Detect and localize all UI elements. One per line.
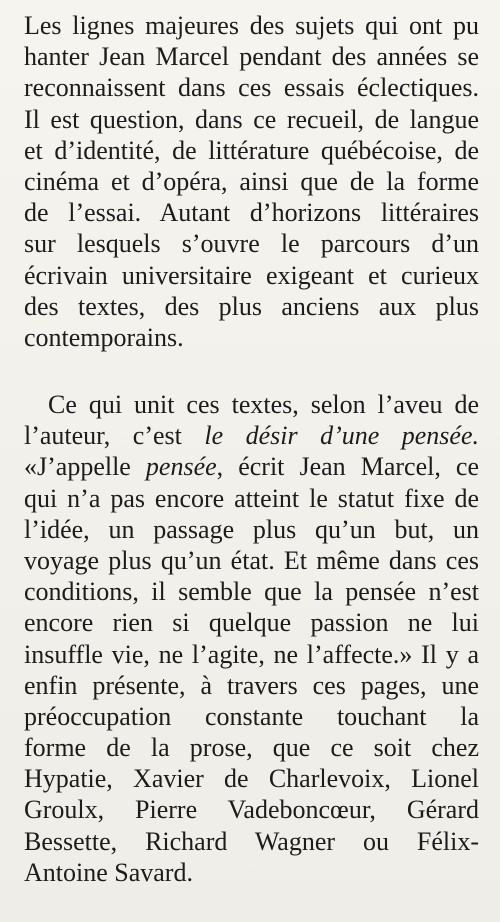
text-line: reconnaissent dans ces essais éclectiques. bbox=[24, 73, 479, 103]
text-run: , écrit Jean Marcel, ce bbox=[216, 452, 479, 482]
text-line: enfin présente, à travers ces pages, une bbox=[24, 670, 479, 700]
text-line bbox=[24, 451, 479, 482]
text-line: conditions, il semble que la pensée n’est bbox=[24, 577, 479, 607]
italic-phrase: le désir d’une pensée. bbox=[204, 421, 480, 451]
text-line: Antoine Savard. bbox=[24, 857, 193, 887]
text-line: Bessette, Richard Wagner ou Félix- bbox=[24, 826, 479, 856]
paragraph-1 bbox=[24, 10, 479, 353]
text-line: des textes, des plus anciens aux plus bbox=[24, 291, 479, 321]
text-line: voyage plus qu’un état. Et même dans ces bbox=[24, 545, 479, 575]
text-line: Il est question, dans ce recueil, de langue bbox=[24, 104, 479, 134]
text-line: insuffle vie, ne l’agite, ne l’affecte.» Il y a bbox=[24, 639, 479, 669]
text-line: contemporains. bbox=[24, 322, 184, 352]
text-line bbox=[24, 420, 479, 451]
text-line: Hypatie, Xavier de Charlevoix, Lionel bbox=[24, 764, 479, 794]
text-line: hanter Jean Marcel pendant des années se bbox=[24, 42, 479, 72]
text-line: et d’identité, de littérature québécoise, de bbox=[24, 135, 479, 165]
text-line: écrivain universitaire exigeant et curieux bbox=[24, 260, 479, 290]
italic-word: pensée bbox=[145, 452, 217, 482]
text-line: l’idée, un passage plus qu’un but, un bbox=[24, 514, 479, 544]
text-run: «J’appelle bbox=[24, 452, 146, 482]
text-line: de l’essai. Autant d’horizons littéraires bbox=[24, 198, 479, 228]
text-line: qui n’a pas encore atteint le statut fixe de bbox=[24, 483, 479, 513]
paragraph-2 bbox=[24, 389, 479, 888]
text-line: forme de la prose, que ce soit chez bbox=[24, 733, 479, 763]
text-line: Groulx, Pierre Vadeboncœur, Gérard bbox=[24, 795, 479, 825]
text-line: Ce qui unit ces textes, selon l’aveu de bbox=[48, 390, 479, 419]
text-line: préoccupation constante touchant la bbox=[24, 701, 479, 731]
text-line: encore rien si quelque passion ne lui bbox=[24, 608, 479, 638]
text-line: cinéma et d’opéra, ainsi que de la forme bbox=[24, 166, 479, 196]
text-run: l’auteur, c’est bbox=[24, 421, 205, 451]
text-line: sur lesquels s’ouvre le parcours d’un bbox=[24, 229, 479, 259]
text-line: Les lignes majeures des sujets qui ont pu bbox=[24, 11, 479, 40]
